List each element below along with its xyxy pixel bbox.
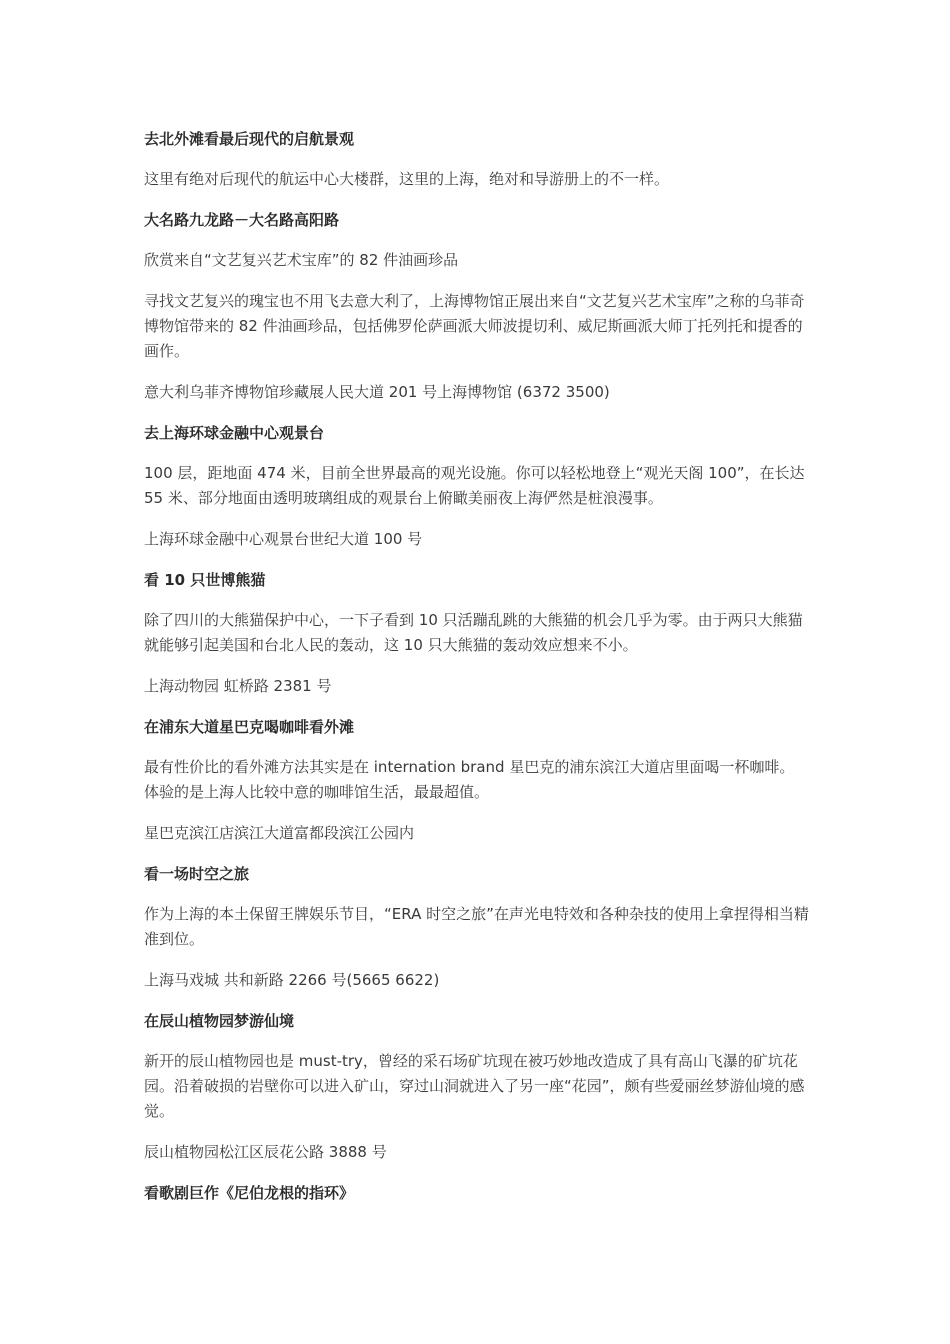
address-line: 上海马戏城 共和新路 2266 号(5665 6622) xyxy=(144,971,440,989)
document-page xyxy=(144,127,809,1221)
paragraph: 寻找文艺复兴的瑰宝也不用飞去意大利了，上海博物馆正展出来自“文艺复兴艺术宝库”之称的乌菲奇博物馆带来的 82 件油画珍品，包括佛罗伦萨画派大师波提切利、威尼斯画派大师丁托列托和提香的画作。 xyxy=(144,292,805,360)
paragraph: 作为上海的本土保留王牌娱乐节目，“ERA 时空之旅”在声光电特效和各种杂技的使用上拿捏得相当精准到位。 xyxy=(144,905,809,948)
paragraph: 最有性价比的看外滩方法其实是在 internation brand 星巴克的浦东滨江大道店里面喝一杯咖啡。体验的是上海人比较中意的咖啡馆生活，最最超值。 xyxy=(144,758,795,801)
paragraph: 新开的辰山植物园也是 must-try，曾经的采石场矿坑现在被巧妙地改造成了具有高山飞瀑的矿坑花园。沿着破损的岩壁你可以进入矿山，穿过山洞就进入了另一座“花园”，颇有些爱丽丝梦游仙境的感觉。 xyxy=(144,1052,805,1120)
section-heading-expo-pandas: 看 10 只世博熊猫 xyxy=(144,571,266,589)
section-heading-ring-opera: 看歌剧巨作《尼伯龙根的指环》 xyxy=(144,1184,355,1202)
address-line: 上海动物园 虹桥路 2381 号 xyxy=(144,677,332,695)
section-heading-swfc-observatory: 去上海环球金融中心观景台 xyxy=(144,424,325,442)
section-heading-chenshan-garden: 在辰山植物园梦游仙境 xyxy=(144,1012,295,1030)
paragraph: 欣赏来自“文艺复兴艺术宝库”的 82 件油画珍品 xyxy=(144,251,459,269)
section-heading-north-bund: 去北外滩看最后现代的启航景观 xyxy=(144,130,355,148)
paragraph: 100 层，距地面 474 米，目前全世界最高的观光设施。你可以轻松地登上“观光天阁 100”，在长达 55 米、部分地面由透明玻璃组成的观景台上俯瞰美丽夜上海俨然是桩浪漫事。 xyxy=(144,464,805,507)
address-line: 上海环球金融中心观景台世纪大道 100 号 xyxy=(144,530,423,548)
paragraph: 这里有绝对后现代的航运中心大楼群，这里的上海，绝对和导游册上的不一样。 xyxy=(144,170,670,188)
address-line: 星巴克滨江店滨江大道富都段滨江公园内 xyxy=(144,824,415,842)
address-line: 辰山植物园松江区辰花公路 3888 号 xyxy=(144,1143,387,1161)
section-heading-daming-road: 大名路九龙路－大名路高阳路 xyxy=(144,211,340,229)
section-heading-starbucks-bund: 在浦东大道星巴克喝咖啡看外滩 xyxy=(144,718,355,736)
address-line: 意大利乌菲齐博物馆珍藏展人民大道 201 号上海博物馆 (6372 3500) xyxy=(144,383,610,401)
section-heading-era-show: 看一场时空之旅 xyxy=(144,865,250,883)
paragraph: 除了四川的大熊猫保护中心，一下子看到 10 只活蹦乱跳的大熊猫的机会几乎为零。由于两只大熊猫就能够引起美国和台北人民的轰动，这 10 只大熊猫的轰动效应想来不小。 xyxy=(144,611,803,654)
